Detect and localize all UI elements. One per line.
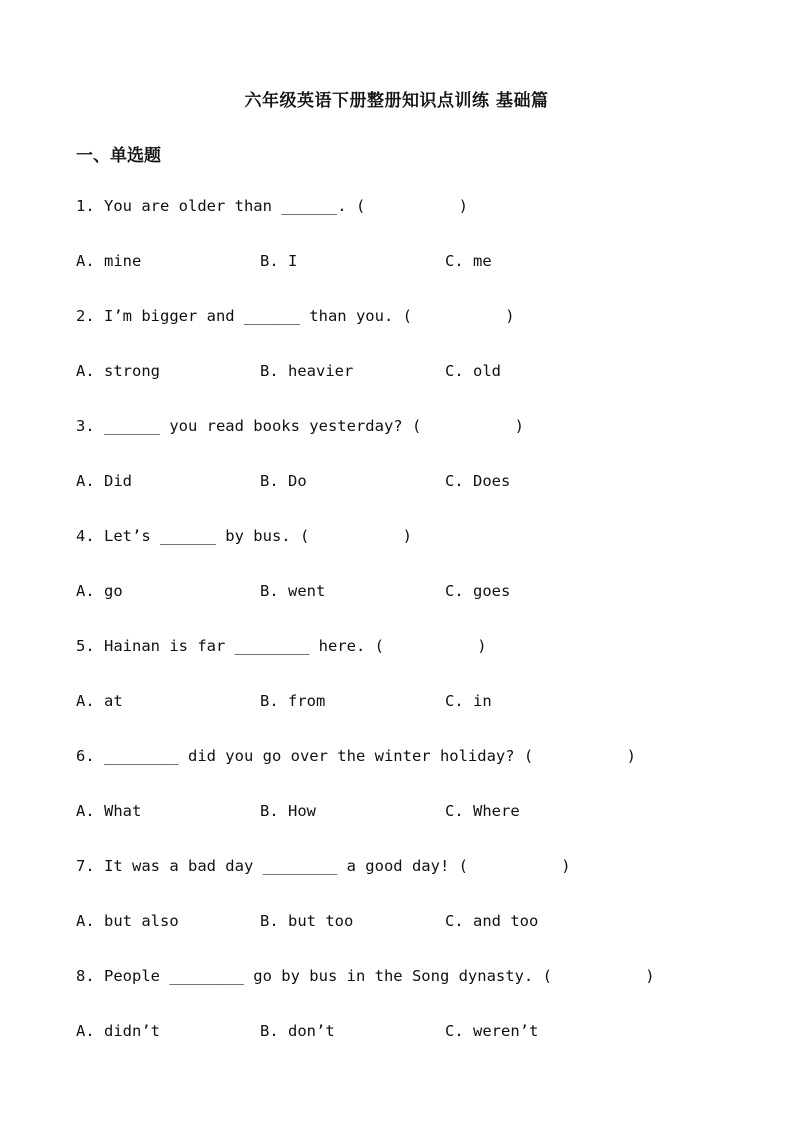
question-4-option-a: A. go <box>76 582 123 600</box>
question-6: 6. ________ did you go over the winter holiday? ( ) <box>76 747 636 765</box>
question-3-option-a: A. Did <box>76 472 132 490</box>
question-3: 3. ______ you read books yesterday? ( ) <box>76 417 524 435</box>
question-4-option-c: C. goes <box>445 582 511 600</box>
question-6-option-b: B. How <box>260 802 316 820</box>
question-1-option-c: C. me <box>445 252 492 270</box>
question-2-option-c: C. old <box>445 362 501 380</box>
question-6-option-a: A. What <box>76 802 142 820</box>
question-1-option-a: A. mine <box>76 252 142 270</box>
question-1: 1. You are older than ______. ( ) <box>76 197 468 215</box>
question-2-option-b: B. heavier <box>260 362 354 380</box>
question-4-option-b: B. went <box>260 582 326 600</box>
question-2-option-a: A. strong <box>76 362 160 380</box>
document-title: 六年级英语下册整册知识点训练 基础篇 <box>244 91 549 111</box>
question-8-option-b: B. don’t <box>260 1022 335 1040</box>
question-3-option-b: B. Do <box>260 472 307 490</box>
question-8-option-c: C. weren’t <box>445 1022 539 1040</box>
question-7-option-b: B. but too <box>260 912 354 930</box>
question-6-option-c: C. Where <box>445 802 520 820</box>
question-8: 8. People ________ go by bus in the Song dynasty. ( ) <box>76 967 655 985</box>
section-heading: 一、单选题 <box>76 146 161 166</box>
question-8-option-a: A. didn’t <box>76 1022 160 1040</box>
question-5: 5. Hainan is far ________ here. ( ) <box>76 637 487 655</box>
question-2: 2. I’m bigger and ______ than you. ( ) <box>76 307 515 325</box>
question-7: 7. It was a bad day ________ a good day! ( ) <box>76 857 571 875</box>
question-5-option-a: A. at <box>76 692 123 710</box>
question-4: 4. Let’s ______ by bus. ( ) <box>76 527 412 545</box>
question-7-option-a: A. but also <box>76 912 179 930</box>
question-1-option-b: B. I <box>260 252 298 270</box>
question-5-option-b: B. from <box>260 692 326 710</box>
question-5-option-c: C. in <box>445 692 492 710</box>
question-7-option-c: C. and too <box>445 912 539 930</box>
question-3-option-c: C. Does <box>445 472 511 490</box>
